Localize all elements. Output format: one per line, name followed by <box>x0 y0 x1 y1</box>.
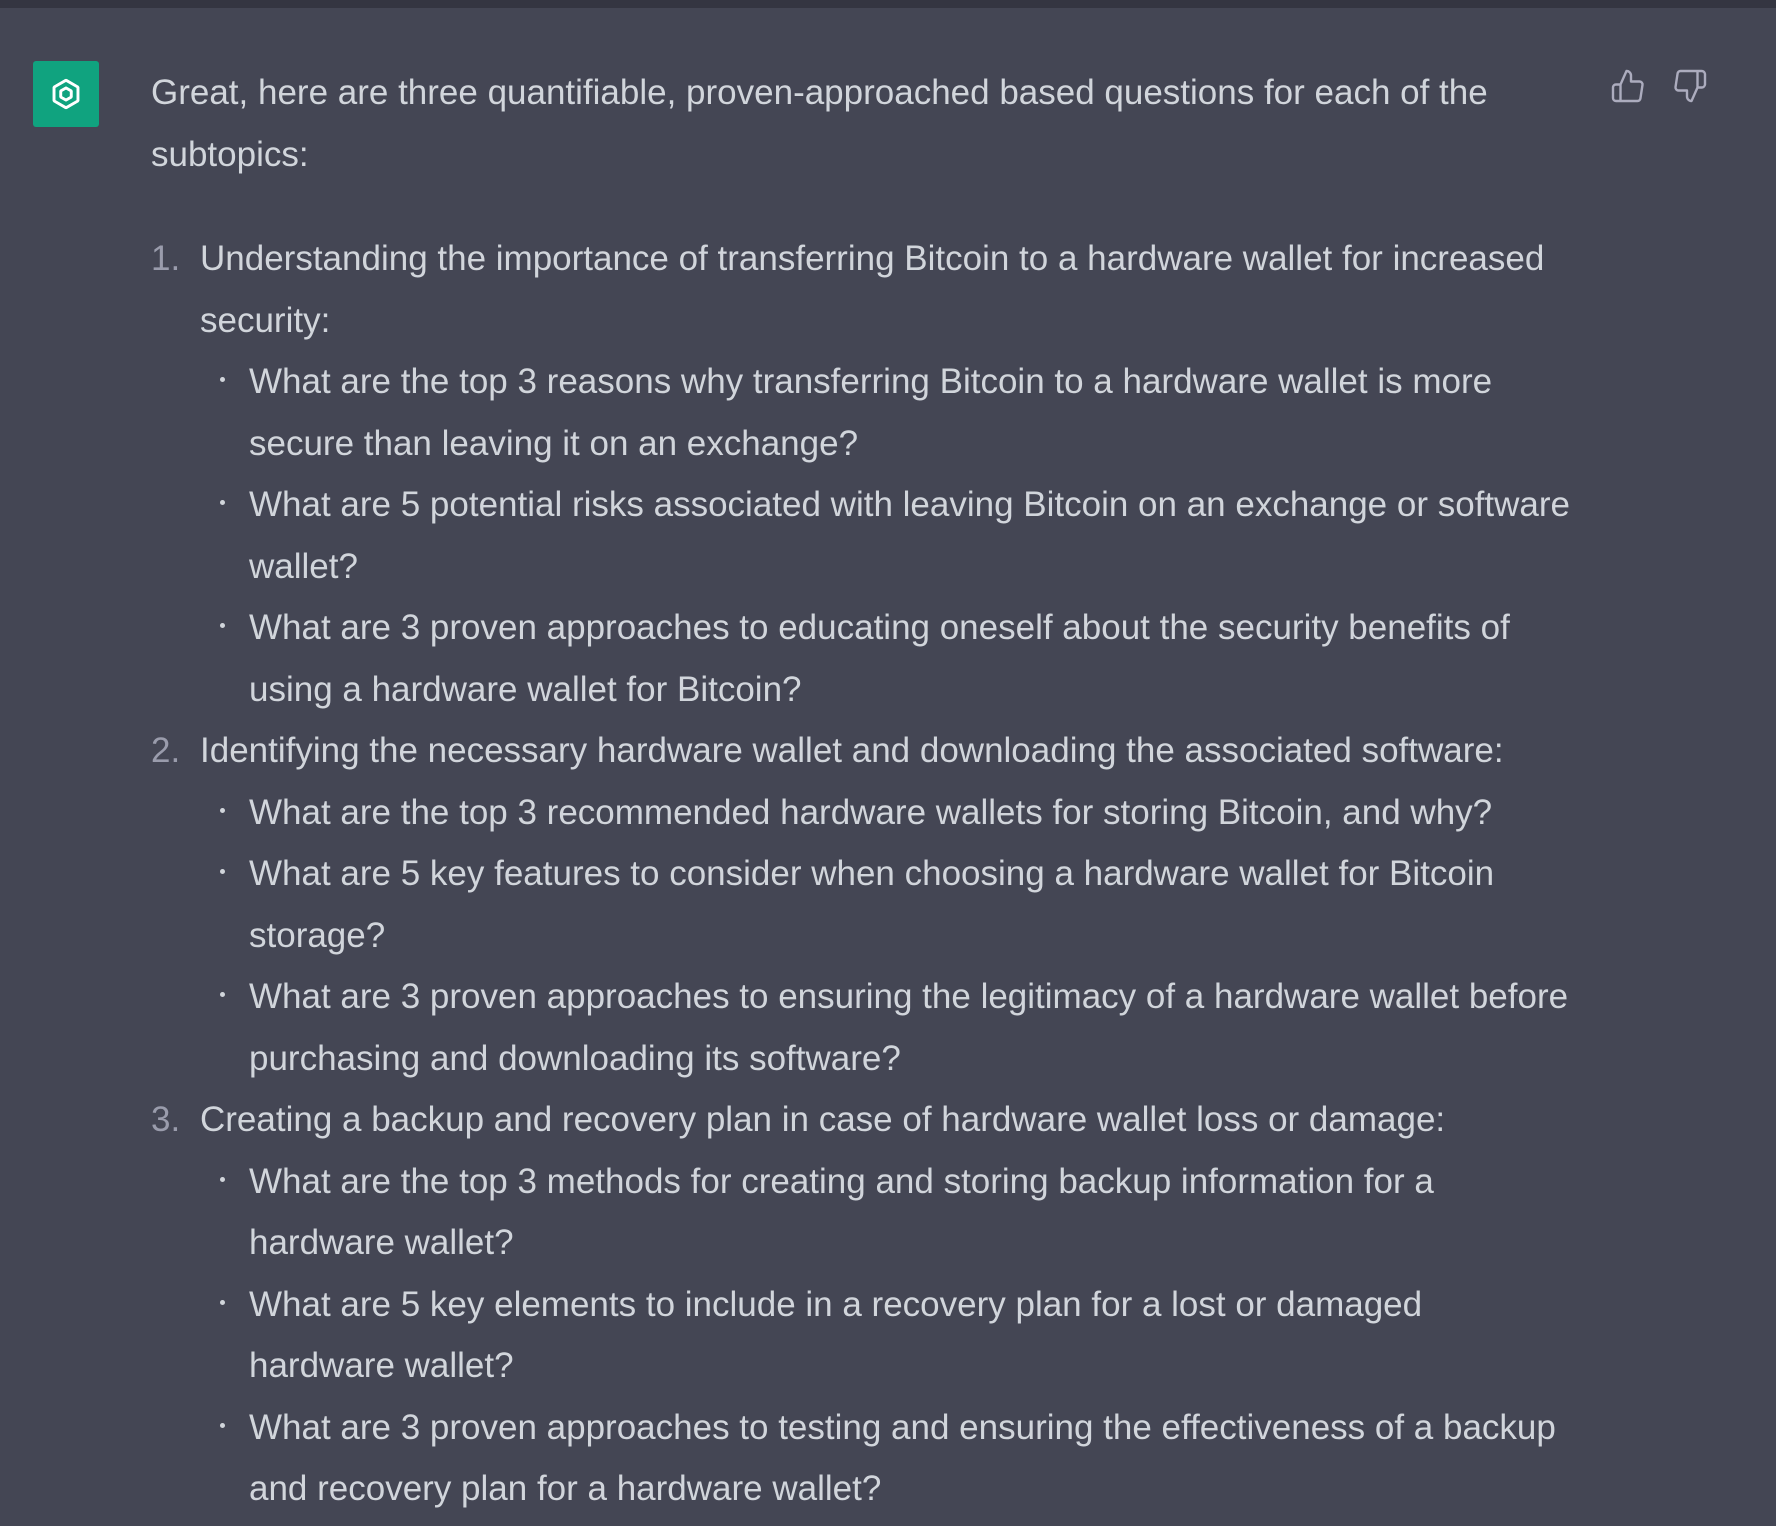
bullet-icon <box>220 808 225 813</box>
subtopic-title: Identifying the necessary hardware wallet and downloading the associated software: <box>200 731 1504 770</box>
top-divider <box>0 0 1776 8</box>
bullet-icon <box>220 1300 225 1305</box>
question-text: What are the top 3 reasons why transferring Bitcoin to a hardware wallet is more secure than leaving it on an exchange? <box>249 362 1493 463</box>
thumbs-down-button[interactable] <box>1672 66 1708 106</box>
openai-logo-icon <box>44 72 88 116</box>
bullet-icon <box>220 377 225 382</box>
question-item <box>200 966 1571 1089</box>
question-text: What are 3 proven approaches to testing and ensuring the effectiveness of a backup and recovery plan for a hardware wallet? <box>249 1407 1556 1508</box>
question-text: What are 3 proven approaches to educating oneself about the security benefits of using a hardware wallet for Bitcoin? <box>249 608 1510 709</box>
bullet-icon <box>220 869 225 874</box>
question-text: What are the top 3 recommended hardware wallets for storing Bitcoin, and why? <box>249 792 1493 832</box>
thumbs-down-icon <box>1672 68 1708 104</box>
subtopic-list <box>151 228 1571 1520</box>
question-list <box>200 351 1571 720</box>
question-text: What are 5 key elements to include in a recovery plan for a lost or damaged hardware wallet? <box>249 1284 1423 1385</box>
question-item <box>200 1151 1571 1274</box>
thumbs-up-button[interactable] <box>1610 66 1646 106</box>
assistant-message <box>151 62 1571 1520</box>
list-number: 2. <box>151 731 181 770</box>
bullet-icon <box>220 1177 225 1182</box>
thumbs-up-icon <box>1610 68 1646 104</box>
question-item <box>200 474 1571 597</box>
subtopic-title: Understanding the importance of transferring Bitcoin to a hardware wallet for increased security: <box>200 239 1545 340</box>
subtopic-title: Creating a backup and recovery plan in case of hardware wallet loss or damage: <box>200 1100 1446 1139</box>
list-number: 1. <box>151 239 181 278</box>
bullet-icon <box>220 992 225 997</box>
question-text: What are 5 key features to consider when choosing a hardware wallet for Bitcoin storage? <box>249 854 1495 955</box>
question-item <box>200 597 1571 720</box>
message-intro: Great, here are three quantifiable, proven-approached based questions for each of the subtopics: <box>151 73 1488 174</box>
question-list <box>200 782 1571 1090</box>
question-item <box>200 351 1571 474</box>
bullet-icon <box>220 1423 225 1428</box>
question-text: What are 3 proven approaches to ensuring the legitimacy of a hardware wallet before purchasing and downloading its software? <box>249 977 1569 1078</box>
question-text: What are the top 3 methods for creating and storing backup information for a hardware wallet? <box>249 1161 1434 1262</box>
subtopic-item <box>151 1089 1571 1520</box>
question-item <box>200 782 1571 844</box>
question-item <box>200 843 1571 966</box>
question-item <box>200 1397 1571 1520</box>
bullet-icon <box>220 623 225 628</box>
feedback-buttons <box>1610 66 1708 106</box>
question-list <box>200 1151 1571 1520</box>
question-item <box>200 1274 1571 1397</box>
question-text: What are 5 potential risks associated with leaving Bitcoin on an exchange or software wallet? <box>249 485 1570 586</box>
bullet-icon <box>220 500 225 505</box>
subtopic-item <box>151 228 1571 720</box>
list-number: 3. <box>151 1100 181 1139</box>
subtopic-item <box>151 720 1571 1089</box>
assistant-avatar <box>33 61 99 127</box>
